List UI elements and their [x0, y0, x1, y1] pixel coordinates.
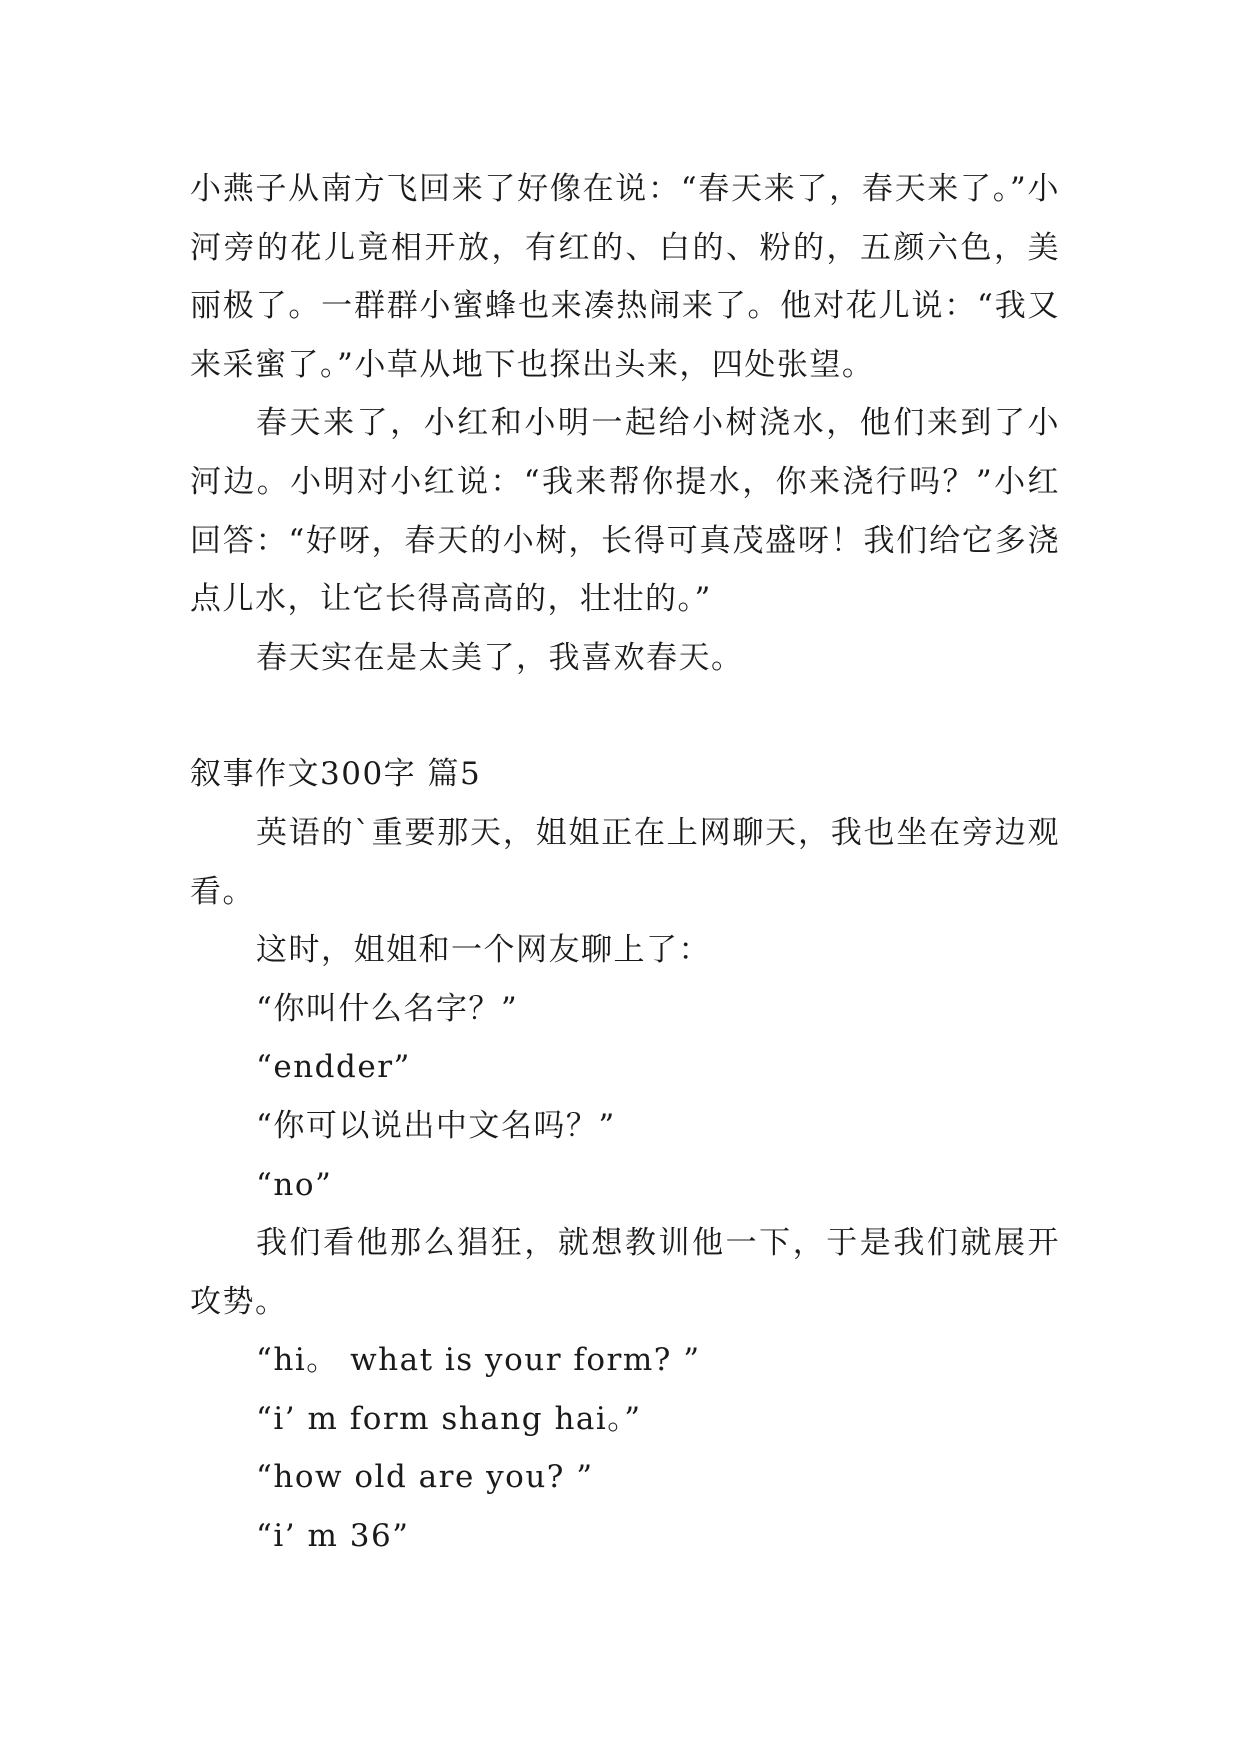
dialogue-line: “你可以说出中文名吗？” — [256, 1107, 616, 1144]
dialogue-line: “hi。 what is your form? ” — [256, 1342, 701, 1379]
essay-heading: 叙事作文300字 篇5 — [190, 756, 482, 793]
dialogue-line: “no” — [256, 1166, 333, 1203]
dialogue-line: “i’ m 36” — [256, 1518, 410, 1555]
paragraph-watering-tree: 春天来了，小红和小明一起给小树浇水，他们来到了小河边。小明对小红说：“我来帮你提水，你来浇行吗？”小红回答：“好呀，春天的小树，长得可真茂盛呀！我们给它多浇点儿水，让它长得高高的，壮壮的。” — [190, 405, 1060, 618]
dialogue-line: “how old are you? ” — [256, 1459, 594, 1496]
document-page — [190, 160, 1060, 1566]
dialogue-line: “i’ m form shang hai。” — [256, 1400, 642, 1437]
paragraph-swallow-spring: 小燕子从南方飞回来了好像在说：“春天来了，春天来了。”小河旁的花儿竟相开放，有红的、白的、粉的，五颜六色，美丽极了。一群群小蜜蜂也来凑热闹来了。他对花儿说：“我又来采蜜了。”小草从地下也探出头来，四处张望。 — [190, 171, 1060, 383]
dialogue-line: “你叫什么名字？” — [256, 990, 519, 1027]
dialogue-line: “endder” — [256, 1049, 411, 1086]
paragraph-chat-start: 这时，姐姐和一个网友聊上了： — [256, 932, 711, 969]
paragraph-english-day: 英语的`重要那天，姐姐正在上网聊天，我也坐在旁边观看。 — [190, 814, 1060, 910]
paragraph-counterattack: 我们看他那么猖狂，就想教训他一下，于是我们就展开攻势。 — [190, 1225, 1060, 1320]
paragraph-love-spring: 春天实在是太美了，我喜欢春天。 — [256, 639, 744, 676]
